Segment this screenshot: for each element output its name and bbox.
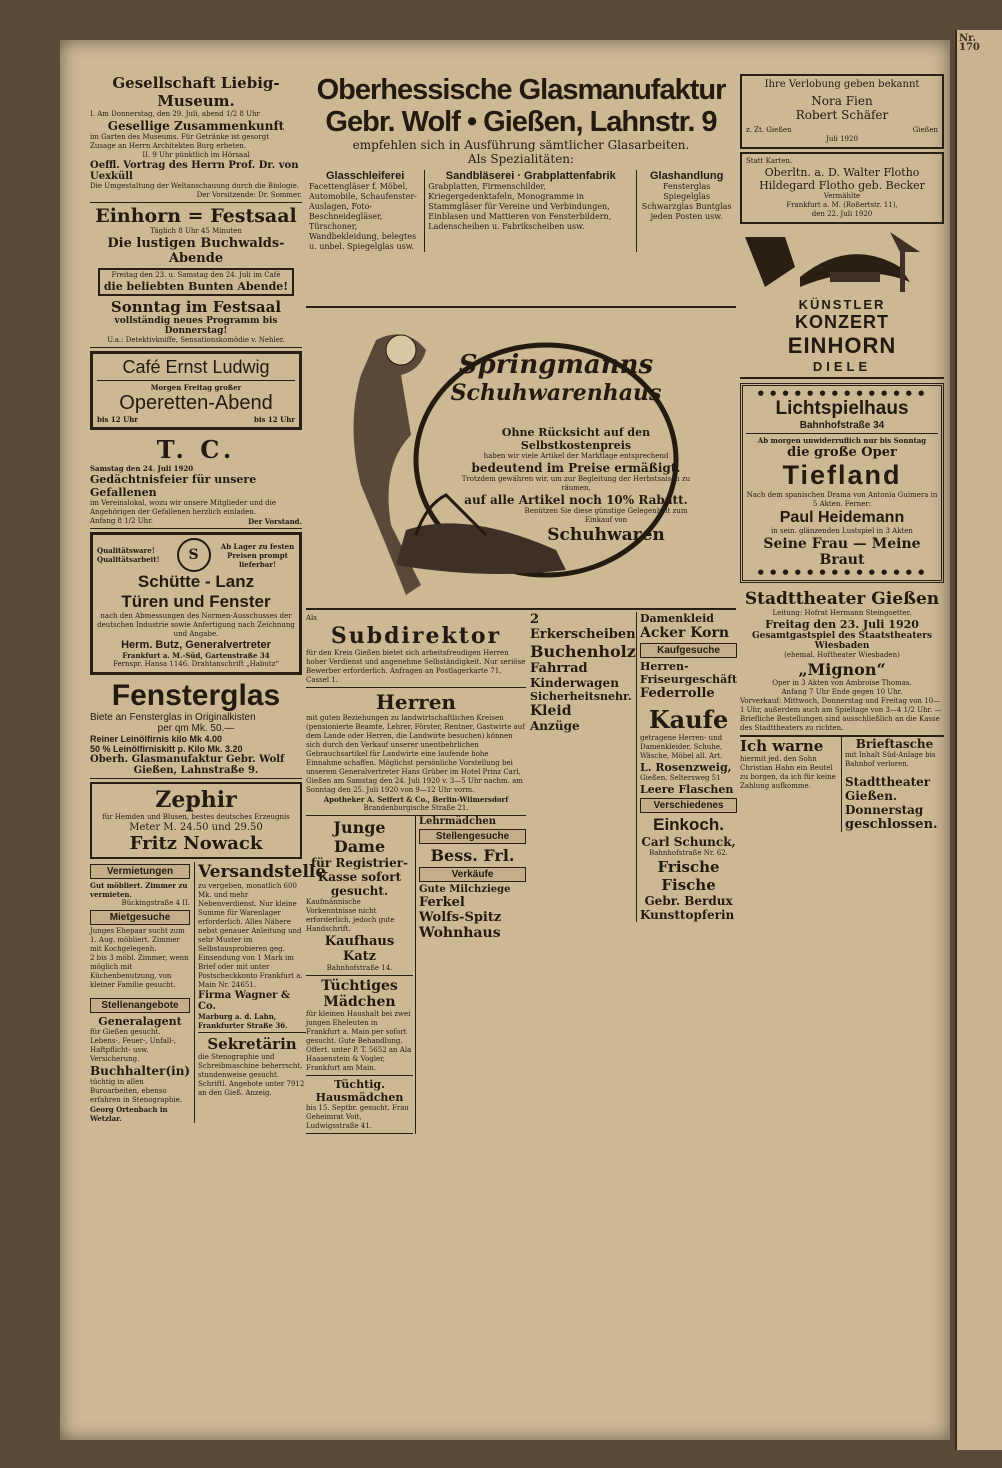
sekretaerin-title: Sekretärin xyxy=(207,1035,297,1053)
vermaehlte-date: den 22. Juli 1920 xyxy=(811,210,873,218)
ka-schunck: Carl Schunck, xyxy=(641,835,736,849)
glas-col2-text: Grabplatten, Firmenschilder, Kriegergedenktafeln, Monogramme in Stammgläser für Vereine und Verbindungen, Einblasen und Mattieren von Fensterbildern, Ladenscheiben u. Fabrikscheiben usw. xyxy=(428,182,612,231)
fensterglas-l4: 50 % Leinölfirniskitt p. Kilo Mk. 3.20 xyxy=(90,744,243,754)
liebig-line3: im Garten des Museums. Für Getränke ist gesorgt xyxy=(90,133,270,141)
ka-kunst: Kunsttopferin xyxy=(640,908,735,922)
glas-col1-head: Glasschleiferei xyxy=(325,170,405,182)
herren-addr: Brandenburgische Straße 21. xyxy=(363,804,469,812)
springmann-l7: Schuhwaren xyxy=(547,525,665,545)
licht-l1: Ab morgen unwiderruflich nur bis Sonntag xyxy=(757,436,927,445)
liebig-line7: Die Umgestaltung der Weltanschauung durch die Biologie. xyxy=(90,182,300,190)
einhorn-sunday: Sonntag im Festsaal xyxy=(110,298,282,316)
ka-lehrmaedchen: Lehrmädchen xyxy=(419,816,496,827)
left-ga-text: für Gießen gesucht. Lebens-, Feuer-, Unfall-, Haftpflicht- usw. Versicherung. xyxy=(90,1028,176,1063)
glas-col2-head: Sandbläserei · Grabplattenfabrik xyxy=(445,170,616,182)
einhorn-extra: U.a.: Detektivkniffe, Sensationskomödie v. Nehler. xyxy=(107,336,285,344)
tag-verkaeufe: Verkäufe xyxy=(419,867,526,882)
theater-note: Vorverkauf: Mittwoch, Donnerstag und Freitag von 10—1 Uhr, außerdem auch am Spieltage von 3—4 1/2 Uhr. — Briefliche Bestellungen sind ausschließlich an die Kasse des Stadttheaters zu richten. xyxy=(740,697,942,732)
ka-acker: Acker Korn xyxy=(640,625,729,641)
licht-title: Lichtspielhaus xyxy=(775,398,909,419)
ka-ich-warne-text: hiermit jed. den Sohn Christian Hahn ein Beutel zu borgen, da ich für keine Zahlung aufkomme. xyxy=(740,755,836,790)
ka-berdux: Gebr. Berdux xyxy=(644,894,733,908)
ka-rosenzweig: L. Rosenzweig, xyxy=(640,761,732,774)
schuette-product: Türen und Fenster xyxy=(121,592,271,611)
theater-opera: Oper in 3 Akten von Ambroise Thomas. xyxy=(772,679,912,687)
springmann-l2: haben wir viele Artikel der Marktlage entsprechend xyxy=(483,452,669,460)
tc-text: im Vereinslokal, wozu wir unsere Mitglieder und die Angehörigen der Gefallenen herzlich einladen. xyxy=(90,499,277,516)
ka-sicherheit: Sicherheitsnehr. xyxy=(530,690,632,703)
zephir-title: Zephir xyxy=(155,787,237,813)
einhorn-show: Die lustigen Buchwalds-Abende xyxy=(107,236,285,266)
springmann-ad xyxy=(306,310,736,610)
versand-text: zu vergeben, monatlich 600 Mk. und mehr Nebenverdienst. Nur kleine Summe für Warenlager erforderlich. Alles Nähere nebst genauer Anleitung und sehr Muster im Selbstausprobieren geg. Einsendung von 1 Mark im Brief oder mit unter Postscheckkonto Frankfurt a. Main Nr. 24651. xyxy=(198,882,303,989)
einhorn-festsaal-ad xyxy=(90,203,302,348)
ka-rosen-addr: Gießen, Seltersweg 51 xyxy=(640,774,721,782)
ka-milchziege: Gute Milchziege xyxy=(419,884,511,895)
subdirektor-ad xyxy=(306,612,526,688)
ka-brieftasche: Brieftasche xyxy=(855,737,934,751)
ka-schunck-addr: Bahnhofstraße Nr. 62. xyxy=(649,849,728,857)
hausmaedchen-ad xyxy=(306,1076,413,1134)
left-a1: Gut möbliert. Zimmer zu vermieten. xyxy=(90,881,188,899)
theater-title2: „Mignon“ xyxy=(798,660,886,679)
maedchen-ad xyxy=(306,976,413,1076)
ka-flaschen: Leere Flaschen xyxy=(640,783,734,796)
tag-stellengesuche: Stellengesuche xyxy=(419,829,526,844)
springmann-l1: Ohne Rücksicht auf den Selbstkostenpreis xyxy=(501,426,651,452)
licht-dots-icon: ● ● ● ● ● ● ● ● ● ● ● ● ● ● xyxy=(757,389,927,397)
theater-sub: (ehemal. Hoftheater Wiesbaden) xyxy=(784,651,900,659)
vermaehlte-addr: Frankfurt a. M. (Roßertstr. 11), xyxy=(786,201,898,209)
ka-wohnhaus: Wohnhaus xyxy=(419,925,501,941)
theater-title: Stadttheater Gießen xyxy=(744,589,940,609)
verlobung-left: z. Zt. Gießen xyxy=(746,126,792,134)
ka-geschlossen: geschlossen. xyxy=(845,817,938,832)
kuenstler-t2: KONZERT xyxy=(795,312,889,332)
vermaehlte-ad xyxy=(740,152,944,224)
theater-lead: Leitung: Hofrat Hermann Steingoetter. xyxy=(772,609,912,617)
schuette-phone: Fernspr. Hansa 1146. Drahtanschrift „Habutz“ xyxy=(113,660,279,668)
left-buchhalter: Buchhalter(in) xyxy=(90,1064,191,1078)
springmann-shop: Schuhwarenhaus xyxy=(450,380,662,406)
ka-stadt2: Stadttheater Gießen. xyxy=(845,775,931,803)
kuenstler-illustration xyxy=(740,227,944,297)
schuette-right: Ab Lager zu festen Preisen prompt lieferbar! xyxy=(220,541,295,569)
glas-col1-text: Facettengläser f. Möbel, Automobile, Schaufenster-Auslagen, Foto-Beschneidegläser, Türschoner, Wandbekleidung, belegtes u. unbel. Spiegelglas usw. xyxy=(309,182,417,251)
springmann-l6: Benützen Sie diese günstige Gelegenheit zum Einkauf von xyxy=(524,507,688,524)
liebig-line2: Gesellige Zusammenkunft xyxy=(107,119,285,133)
herren-text: mit guten Beziehungen zu landwirtschaftlichen Kreisen (pensionierte Beamte, Lehrer, Förster, Rentner, Gastwirte auf dem Lande oder Herren, die Landwirte besuchen) können sich durch den Verkauf unserer unentbehrlichen Gebrauchsartikel für Landwirte eine laufende hohe Einnahme schaffen. Möglichst persönliche Vorstellung bei unserem Generalvertreter Hans Grüber im Hotel Prinz Carl, Gießen am Samstag den 24. Juli 1920 v. 3—5 Uhr nachm. am Sonntag den 25. Juli 1920 von 9—12 Uhr vorm. xyxy=(306,714,525,794)
tc-ad xyxy=(90,433,302,529)
page-number-label: Nr. 170 xyxy=(959,33,980,53)
vermaehlte-n1: Oberltn. a. D. Walter Flotho xyxy=(764,166,920,179)
licht-addr: Bahnhofstraße 34 xyxy=(799,420,885,431)
left-a4: 2 bis 3 möbl. Zimmer, wenn möglich mit Küchenbenutzung, von kleiner Familie gesucht. xyxy=(90,954,189,989)
einhorn-box xyxy=(98,268,294,296)
vermaehlte-n2: Hildegard Flotho geb. Becker xyxy=(759,179,925,192)
ka-einkoch: Einkoch. xyxy=(653,815,724,834)
glas-spez: Als Spezialitäten: xyxy=(467,152,575,166)
licht-dots-icon-2: ● ● ● ● ● ● ● ● ● ● ● ● ● ● xyxy=(757,568,927,576)
ka-kleid: Kleid xyxy=(530,703,572,719)
licht-l3: Tiefland xyxy=(782,460,902,490)
liebig-museum-ad xyxy=(90,72,302,203)
theater-times: Anfang 7 Uhr Ende gegen 10 Uhr. xyxy=(781,688,903,696)
licht-l7: Seine Frau — Meine Braut xyxy=(763,536,921,568)
fensterglas-l3: Reiner Leinölfirnis kilo Mk 4.00 xyxy=(90,734,223,744)
einhorn-program: vollständig neues Programm bis Donnerstag! xyxy=(114,316,278,336)
vermaehlte-head: Statt Karten. xyxy=(746,157,793,165)
vermaehlte-v: Vermählte xyxy=(823,192,861,200)
schuette-rep: Herm. Butz, Generalvertreter xyxy=(121,639,271,651)
fensterglas-l1: Biete an Fensterglas in Originalkisten xyxy=(90,712,256,723)
verlobung-right: Gießen xyxy=(912,126,938,134)
sub-title: Subdirektor xyxy=(330,623,502,649)
springmann-name: Springmanns xyxy=(458,350,654,380)
licht-l2: die große Oper xyxy=(787,445,897,460)
lichtspielhaus-ad xyxy=(740,383,944,583)
junge-dame-addr: Bahnhofstraße 14. xyxy=(326,964,393,972)
ka-wolfsspitz: Wolfs-Spitz xyxy=(419,910,502,925)
ka-fahrrad: Fahrrad xyxy=(530,661,588,676)
kuenstler-konzert-ad xyxy=(740,227,944,379)
licht-l4: Nach dem spanischen Drama von Antonia Guimera in 5 Akten. Ferner: xyxy=(746,491,938,508)
glas-col3-text: Fensterglas Spiegelglas Schwarzglas Buntglas jeden Posten usw. xyxy=(641,182,732,221)
glas-title2: Gebr. Wolf • Gießen, Lahnstr. 9 xyxy=(325,106,717,138)
zephir-shop: Fritz Nowack xyxy=(129,833,263,854)
einhorn-title: Einhorn = Festsaal xyxy=(95,205,297,227)
maedchen-text: für kleinen Haushalt bei zwei jungen Eheleuten in Frankfurt a. Main per sofort gesucht. Gute Behandlung. Offert. unter P. T. 5652 an Ala Haasenstein & Vogler, Frankfurt am Main. xyxy=(306,1010,412,1072)
glasmanufaktur-ad xyxy=(306,74,736,308)
cafe-note-right: bis 12 Uhr xyxy=(254,415,295,424)
sekretaerin-text: die Stenographie und Schreibmaschine beherrscht, stundenweise gesucht. Schriftl. Angebote unter 7912 an den Gieß. Anzeig. xyxy=(198,1053,305,1097)
fensterglas-ad xyxy=(90,678,302,779)
left-a3: Junges Ehepaar sucht zum 1. Aug. möbliert. Zimmer mit Kochgelegenh. xyxy=(90,927,185,953)
left-generalagent: Generalagent xyxy=(98,1015,182,1028)
junge-dame-text: Kaufmännische Vorkenntnisse nicht erforderlich, jedoch gute Handschrift. xyxy=(306,898,395,933)
left-orten: Georg Ortenbach in Wetzlar. xyxy=(90,1105,168,1123)
stadttheater-ad xyxy=(740,587,944,737)
ka-buchenholz: Buchenholz xyxy=(530,642,636,661)
tc-title: T. C. xyxy=(156,435,236,464)
herren-title: Herren xyxy=(376,690,456,714)
fensterglas-l2: per qm Mk. 50.— xyxy=(157,723,235,734)
junge-dame-title: Junge Dame xyxy=(333,818,386,856)
verlobung-n1: Nora Fien xyxy=(811,94,873,108)
adjacent-page-edge xyxy=(955,30,1002,1450)
newspaper-page xyxy=(60,40,950,1440)
zephir-ad xyxy=(90,782,302,859)
left-bh-text: tüchtig in allen Buroarbeiten, ebenso erfahren in Stenographie. xyxy=(90,1078,183,1104)
fensterglas-title: Fensterglas xyxy=(111,679,281,712)
center-column-b xyxy=(530,612,738,1432)
zephir-text: für Hemden und Blusen, bestes deutsches Erzeugnis xyxy=(102,813,290,821)
einhorn-time: Täglich 8 Uhr 45 Minuten xyxy=(150,227,242,235)
einhorn-box-line1: Freitag den 23. u. Samstag den 24. Juli im Café xyxy=(111,271,281,279)
hausmaedchen-text: bis 15. Septbr. gesucht. Frau Geheimrat Voit, Ludwigsstraße 41. xyxy=(306,1104,409,1130)
tc-sign: Der Vorstand. xyxy=(248,517,302,526)
right-column xyxy=(740,74,944,1434)
tag-mietgesuche: Mietgesuche xyxy=(90,910,190,925)
ka-ich-warne: Ich warne xyxy=(740,737,824,755)
ka-herrenfriseur: Herren-Friseurgeschäft xyxy=(640,660,738,686)
tc-date: Samstag den 24. Juli 1920 xyxy=(90,464,194,473)
liebig-line5: II. 9 Uhr pünktlich im Hörsaal xyxy=(142,151,250,159)
kuenstler-t1: KÜNSTLER xyxy=(798,297,886,312)
kuenstler-t4: DIELE xyxy=(812,359,872,374)
licht-l5: Paul Heidemann xyxy=(779,509,905,526)
cafe-sub: Morgen Freitag großer xyxy=(150,383,242,392)
verlobung-n2: Robert Schäfer xyxy=(795,108,889,122)
ka-federrolle: Federrolle xyxy=(640,686,715,701)
cafe-note-left: bis 12 Uhr xyxy=(97,415,138,424)
sub-als: Als xyxy=(306,614,317,622)
schuette-brand: Schütte - Lanz xyxy=(137,572,255,591)
schuette-logo-icon: S xyxy=(177,538,211,572)
tag-verschiedenes: Verschiedenes xyxy=(640,798,737,813)
junge-dame-firm: Kaufhaus Katz xyxy=(324,934,395,964)
kuenstler-t3: EINHORN xyxy=(787,333,897,358)
cafe-name: Café Ernst Ludwig xyxy=(122,357,270,377)
schuette-left: Qualitätsware! Qualitätsarbeit! xyxy=(97,546,160,564)
left-a2: Bückingstraße 4 II. xyxy=(121,899,190,907)
glas-title1: Oberhessische Glasmanufaktur xyxy=(316,74,726,106)
ka-kaufe: Kaufe xyxy=(648,705,729,734)
cafe-ludwig-ad xyxy=(90,351,302,430)
glas-col3-head: Glashandlung xyxy=(649,170,724,182)
schuette-lanz-ad xyxy=(90,532,302,675)
ka-donnerstag: Donnerstag xyxy=(845,803,924,817)
sub-text: für den Kreis Gießen bietet sich arbeitsfreudigen Herren hoher Verdienst und angenehme Selbständigkeit. Nur seriöse Bewerber erforderlich. Anfragen an Postlagerkarte 71, Cassel 1. xyxy=(306,649,526,684)
maedchen-title: Tüchtiges Mädchen xyxy=(321,978,398,1010)
liebig-line6: Oeffl. Vortrag des Herrn Prof. Dr. von Uexküll xyxy=(90,160,299,182)
tc-start: Anfang 8 1/2 Uhr. xyxy=(90,517,153,525)
verlobung-l1: Ihre Verlobung geben bekannt xyxy=(764,79,920,90)
tc-event: Gedächtnisfeier für unsere Gefallenen xyxy=(90,473,257,499)
fensterglas-l5: Oberh. Glasmanufaktur Gebr. Wolf xyxy=(90,754,285,765)
junge-dame-ad xyxy=(306,816,413,976)
liebig-title: Gesellschaft Liebig-Museum. xyxy=(112,74,280,110)
ka-anzuege: Anzüge xyxy=(530,719,580,733)
ka-kaufe-sub: getragene Herren- und Damenkleider, Schuhe, Wäsche, Möbel all. Art. xyxy=(640,734,723,760)
ka-bess-frl: Bess. Frl. xyxy=(430,846,515,865)
theater-guest: Gesamtgastspiel des Staatstheaters Wiesbaden xyxy=(751,631,933,651)
glas-sub: empfehlen sich in Ausführung sämtlicher Glasarbeiten. xyxy=(352,138,690,152)
verlobung-ad xyxy=(740,74,944,149)
cafe-event: Operetten-Abend xyxy=(119,392,273,414)
licht-l6: in sein. glänzenden Lustspiel in 3 Akten xyxy=(771,527,913,535)
hausmaedchen-title: Tüchtig. Hausmädchen xyxy=(315,1078,404,1104)
springmann-l3: bedeutend im Preise ermäßigt. xyxy=(471,461,681,475)
ka-brief-text: mit Inhalt Süd-Anlage bis Bahnhof verloren. xyxy=(845,751,936,768)
versand-firm: Firma Wagner & Co. xyxy=(198,990,290,1012)
liebig-line4: Zusage an Herrn Architekten Burg erbeten. xyxy=(90,142,247,150)
liebig-line1: I. Am Donnerstag, den 29. Juli, abend 1/2 8 Uhr xyxy=(90,110,260,118)
einhorn-box-line2: die beliebten Bunten Abende! xyxy=(103,280,289,293)
fensterglas-l6: Gießen, Lahnstraße 9. xyxy=(133,765,259,776)
zephir-price: Meter M. 24.50 und 29.50 xyxy=(129,822,263,833)
tag-vermietungen: Vermietungen xyxy=(90,864,190,879)
versand-addr: Marburg a. d. Lahn, Frankfurter Straße 36. xyxy=(198,1012,288,1030)
theater-date: Freitag den 23. Juli 1920 xyxy=(765,618,919,631)
verlobung-date: Juli 1920 xyxy=(826,135,858,143)
junge-dame-sub: für Registrier-Kasse sofort gesucht. xyxy=(310,856,409,898)
springmann-l5: auf alle Artikel noch 10% Rabatt. xyxy=(464,493,688,507)
versand-title: Versandstelle xyxy=(198,862,327,882)
springmann-l4: Trotzdem gewähren wir, um zur Begleitung der Herbstsaison zu räumen, xyxy=(461,475,691,492)
ka-ferkel: Ferkel xyxy=(419,895,465,910)
tag-kaufgesuche: Kaufgesuche xyxy=(640,643,737,658)
ka-damenkleid: Damenkleid xyxy=(640,612,714,625)
ka-erkerscheiben: 2 Erkerscheiben xyxy=(530,612,636,642)
schuette-text: nach den Abmessungen des Normen-Ausschusses der deutschen Industrie sowie Anfertigung nach Zeichnung und Angabe. xyxy=(97,612,295,638)
liebig-line8: Der Vorsitzende: Dr. Sommer. xyxy=(196,191,302,199)
ka-fische: Frische Fische xyxy=(657,858,720,894)
herren-firm: Apotheker A. Seifert & Co., Berlin-Wilmersdorf xyxy=(323,795,509,804)
tag-stellenangebote: Stellenangebote xyxy=(90,998,190,1013)
versandstelle-ad xyxy=(194,862,327,1123)
schuette-addr: Frankfurt a. M.-Süd, Gartenstraße 34 xyxy=(122,651,270,660)
herren-ad xyxy=(306,688,526,816)
center-column-a xyxy=(306,612,526,1432)
ka-kinderwagen: Kinderwagen xyxy=(530,676,619,690)
